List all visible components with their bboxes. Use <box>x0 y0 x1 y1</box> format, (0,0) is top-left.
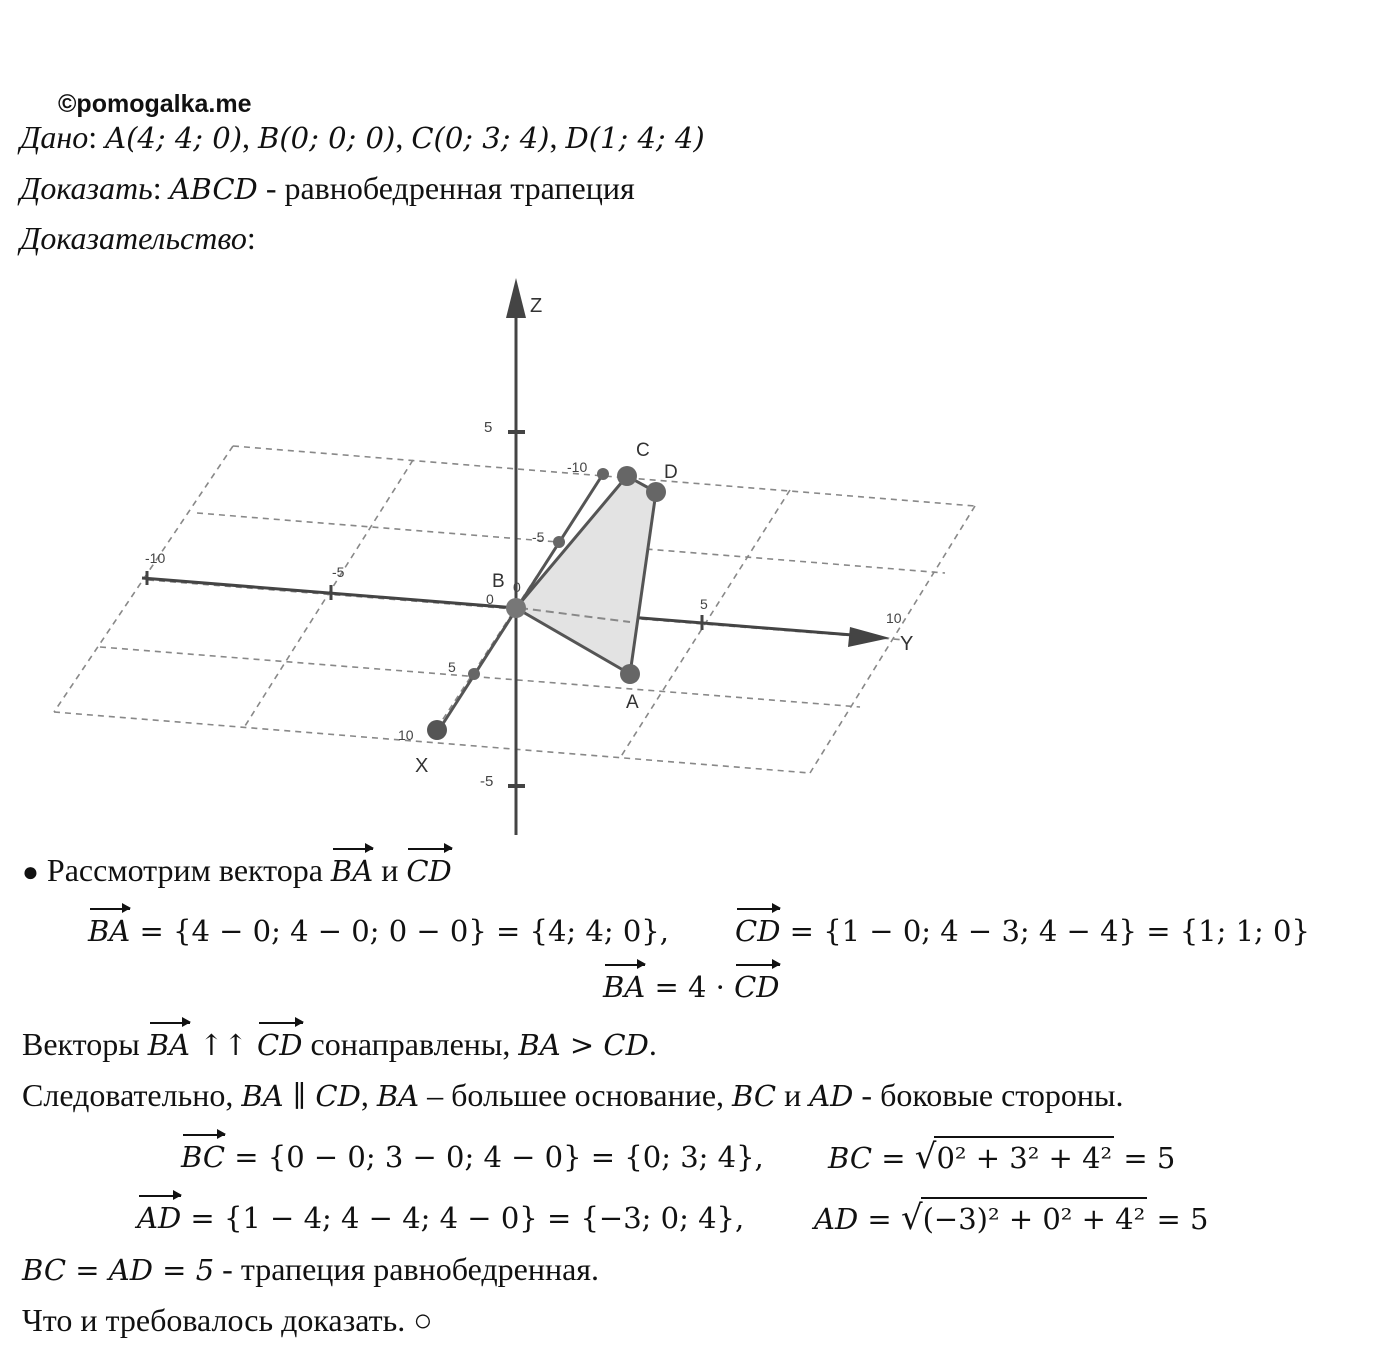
codirectional-arrows: ↑↑ <box>190 1028 258 1062</box>
vector-ba: BA <box>88 911 130 951</box>
step1-conj: и <box>381 852 399 888</box>
bc-calc: = {0 − 0; 3 − 0; 4 − 0} = {0; 3; 4}, <box>225 1140 764 1174</box>
step1-intro-text: Рассмотрим вектора <box>46 852 323 888</box>
step2-line <box>22 1024 657 1065</box>
point-a-label: A <box>626 692 639 713</box>
bullet-icon: ● <box>22 857 39 888</box>
origin-tick-label: 0 <box>486 591 494 607</box>
z-tick-label-neg5: -5 <box>480 773 494 790</box>
step3-text3: - боковые стороны. <box>853 1077 1124 1113</box>
step3-line <box>22 1075 1123 1116</box>
point-b-label: B <box>492 571 505 592</box>
z-axis-arrow <box>506 278 526 318</box>
prove-label: Доказать <box>20 170 153 206</box>
inequality: BA > CD <box>518 1028 649 1062</box>
x-axis-label: X <box>415 755 429 777</box>
side-bc: BC <box>732 1079 777 1113</box>
qed-line: Что и требовалось доказать. ○ <box>22 1302 433 1338</box>
proof-label-line: Доказательство: <box>20 220 256 256</box>
bc-result: = 5 <box>1114 1141 1176 1175</box>
step3-and: и <box>776 1077 810 1113</box>
point-d <box>646 482 666 502</box>
base-ba: BA <box>376 1079 420 1113</box>
vector-ad: AD <box>137 1198 181 1238</box>
y-tick-label-10: 10 <box>886 610 902 626</box>
step2-dot: . <box>648 1026 657 1062</box>
given-line: Дано: A(4; 4; 0), B(0; 0; 0), C(0; 3; 4), D(1; 4; 4) <box>20 119 705 155</box>
ad-length-line <box>814 1197 1208 1239</box>
bc-length-lhs: BC = <box>828 1141 915 1175</box>
x-axis-point-5 <box>553 536 565 548</box>
step3-text1: Следовательно, <box>22 1077 242 1113</box>
y-tick-label-5: 5 <box>700 596 708 612</box>
prove-line: Доказать: ABCD - равнобедренная трапеция <box>20 170 635 206</box>
ad-root: (−3)² + 0² + 4² <box>921 1197 1148 1239</box>
step2-text1: Векторы <box>22 1026 140 1062</box>
x-tick-label-neg5: 5 <box>448 659 456 675</box>
point-b-coords: B(0; 0; 0) <box>258 121 396 155</box>
step1-intro <box>22 850 452 893</box>
x-axis-point-neg5 <box>468 668 480 680</box>
point-a-coords: A(4; 4; 0) <box>105 121 243 155</box>
ba-calc-line <box>88 910 669 951</box>
sqrt-icon: √ <box>914 1137 937 1177</box>
point-c-coords: C(0; 3; 4) <box>411 121 550 155</box>
step2-text2: сонаправлены, <box>302 1026 519 1062</box>
y-axis-label: Y <box>900 633 914 655</box>
bc-root: 0² + 3² + 4² <box>934 1136 1114 1178</box>
sqrt-icon: √ <box>900 1198 923 1238</box>
watermark: ©pomogalka.me <box>58 90 252 118</box>
ad-length-lhs: AD = <box>814 1202 901 1236</box>
vector-cd: CD <box>734 967 779 1007</box>
origin-label: 0 <box>513 579 521 595</box>
point-d-coords: D(1; 4; 4) <box>565 121 705 155</box>
side-ad: AD <box>809 1079 854 1113</box>
relation: = 4 · <box>645 970 735 1004</box>
x-axis-point-10 <box>597 468 609 480</box>
point-a <box>620 664 640 684</box>
y-tick-label-neg5: -5 <box>332 564 345 580</box>
step3-text2: – большее основание, <box>419 1077 733 1113</box>
relation-line <box>603 966 780 1007</box>
vector-cd: CD <box>735 911 780 951</box>
x-axis-point-neg10 <box>427 720 447 740</box>
x-tick-label-5: -5 <box>532 529 545 545</box>
y-axis-arrow <box>848 627 890 647</box>
conclusion-text: - трапеция равнобедренная. <box>214 1251 599 1287</box>
x-tick-label-10: -10 <box>567 459 588 475</box>
vector-ba: BA <box>331 851 373 891</box>
point-d-label: D <box>664 462 678 483</box>
bc-length-line <box>828 1136 1175 1178</box>
vector-ba: BA <box>603 967 645 1007</box>
ba-calc: = {4 − 0; 4 − 0; 0 − 0} = {4; 4; 0}, <box>130 914 669 948</box>
vector-cd: CD <box>406 851 451 891</box>
prove-statement: - равнобедренная трапеция <box>257 170 635 206</box>
vector-cd: CD <box>257 1025 302 1065</box>
point-b <box>506 598 526 618</box>
ad-calc-line <box>137 1197 744 1238</box>
z-axis-label: Z <box>530 295 543 317</box>
point-c-label: C <box>636 440 650 461</box>
step3-comma: , <box>360 1077 377 1113</box>
vector-ba: BA <box>148 1025 190 1065</box>
given-label: Дано <box>20 119 89 155</box>
cd-calc-line <box>735 910 1310 951</box>
prove-figure: ABCD <box>169 172 258 206</box>
coordinate-figure <box>0 270 1000 840</box>
point-c <box>617 466 637 486</box>
ad-result: = 5 <box>1147 1202 1209 1236</box>
cd-calc: = {1 − 0; 4 − 3; 4 − 4} = {1; 1; 0} <box>780 914 1310 948</box>
proof-label: Доказательство <box>20 220 247 256</box>
conclusion-eq: BC = AD = 5 <box>22 1253 215 1287</box>
vector-bc: BC <box>181 1137 225 1177</box>
ad-calc: = {1 − 4; 4 − 4; 4 − 0} = {−3; 0; 4}, <box>181 1201 745 1235</box>
z-tick-label-5: 5 <box>484 419 493 436</box>
parallel: BA ∥ CD <box>241 1079 361 1113</box>
conclusion-line <box>22 1249 599 1290</box>
y-tick-label-neg10: -10 <box>145 550 166 566</box>
x-tick-label-neg10: 10 <box>398 727 414 743</box>
bc-calc-line <box>181 1136 764 1177</box>
